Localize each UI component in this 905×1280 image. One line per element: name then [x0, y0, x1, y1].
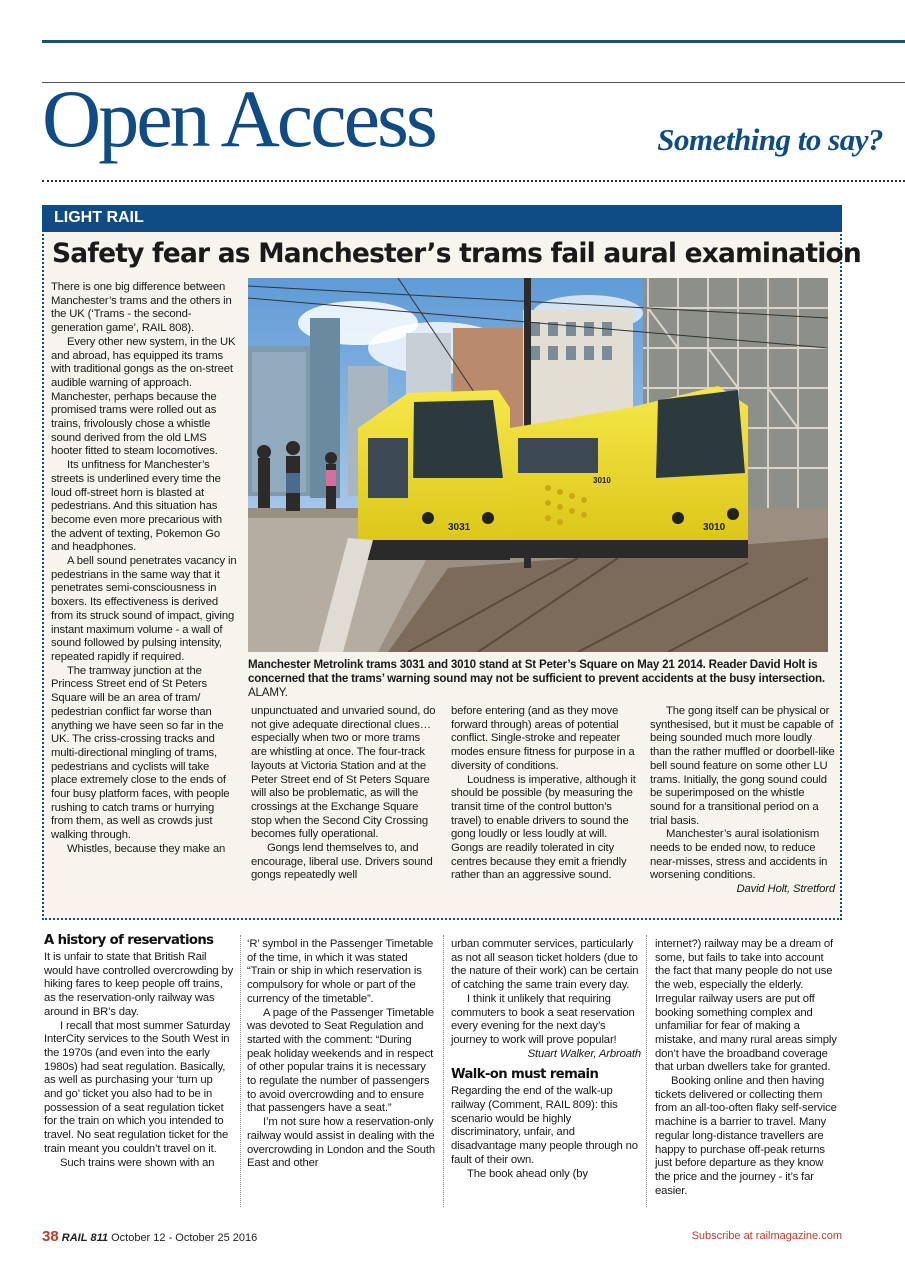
footer-left — [42, 1228, 257, 1245]
subscribe-link[interactable]: Subscribe at railmagazine.com — [691, 1230, 842, 1242]
paragraph: Loudness is imperative, although it should be possible (by measuring the transit time of the control button’s travel) to enable drivers to sound the gong loudly or less loudly at will. Gongs are readily tolerated in city centres because they emit a friendly rather than an aggressive sound. — [451, 773, 636, 882]
section-label: LIGHT RAIL — [42, 205, 842, 232]
letters-column-2 — [247, 938, 437, 1171]
caption-text: Manchester Metrolink trams 3031 and 3010 stand at St Peter’s Square on May 21 2014. Reader David Holt is concerned that the trams’ warning sound may not be sufficient to prevent accidents at the busy intersection. — [248, 658, 825, 685]
paragraph: internet?) railway may be a dream of some, but fails to take into account the fact that many people do not use the web, especially the elderly. Irregular railway users are put off booking something complex and unfamiliar for fear of making a mistake, and many rural areas simply don’t have the broadband coverage that urban dwellers take for granted. — [655, 938, 837, 1074]
paragraph: A page of the Passenger Timetable was devoted to Seat Regulation and started with the comment: “During peak holiday weekends and in respect of other popular trains it is necessary to regulate the number of passengers to avoid overcrowding and to ensure that passengers have a seat.” — [247, 1006, 434, 1115]
paragraph: There is one big difference between Manchester’s trams and the others in the UK (‘Trams - the second-generation game’, RAIL 808). — [51, 281, 232, 335]
paragraph: The book ahead only (by — [467, 1167, 588, 1180]
photo-credit: ALAMY. — [248, 686, 288, 699]
paragraph: A bell sound penetrates vacancy in pedestrians in the same way that it penetrates semi-consciousness in boxers. Its effectiveness is derived from its struck sound of impact, giving instant maximum volume - a wall of sound followed by pulsing intensity, repeated rapidly if required. — [51, 555, 237, 663]
column-divider — [646, 935, 647, 1207]
magazine-name: RAIL — [61, 1232, 88, 1244]
page-number: 38 — [42, 1228, 59, 1245]
paragraph: Such trains were shown with an — [60, 1156, 215, 1169]
column-divider — [443, 935, 444, 1207]
article-column-3 — [451, 705, 637, 883]
paragraph: Every other new system, in the UK and abroad, has equipped its trams with traditional gongs as the on-street audible warning of approach. Manchester, perhaps because the promised trams were rolled out as trains, frivolously chose a whistle sound derived from the old LMS hooter fitted to steam locomotives. — [51, 335, 236, 458]
tram2-number: 3010 — [703, 522, 726, 533]
paragraph: Whistles, because they make an — [67, 842, 226, 855]
reservations-signature: Stuart Walker, Arbroath — [527, 1047, 641, 1060]
article-column-1 — [51, 281, 237, 857]
walkon-heading: Walk-on must remain — [451, 1067, 599, 1083]
article-column-4 — [650, 705, 835, 897]
article-column-2 — [251, 705, 437, 883]
paragraph: I think it unlikely that requiring commuters to book a seat reservation every evening for the next day’s journey to work will prove popular! — [451, 992, 635, 1046]
letters-column-3 — [451, 938, 641, 1181]
dotted-divider — [42, 180, 905, 182]
tram2-side-number: 3010 — [593, 476, 611, 485]
paragraph: Gongs lend themselves to, and encourage, liberal use. Drivers sound gongs repeatedly well — [251, 842, 433, 882]
letters-column-4 — [655, 938, 840, 1198]
paragraph: Its unfitness for Manchester’s streets is underlined every time the loud off-street horn is blasted at pedestrians. And this situation has become even more precarious with the advent of texting, Pokemon Go and headphones. — [51, 459, 223, 554]
paragraph: I recall that most summer Saturday InterCity services to the South West in the 1970s (and even into the early 1980s) had seat regulation. Basically, as well as purchasing your ‘turn up and go’ ticket you also had to be in possession of a seat regulation ticket for the train on which you intended to travel. No seat regulation ticket for the train meant you couldn’t travel on it. — [44, 1019, 231, 1155]
column-divider — [240, 935, 241, 1207]
paragraph: Booking online and then having tickets delivered or collecting them from an all-too-often flaky self-service machine is a barrier to travel. Many regular long-distance travellers are happy to purchase off-peak returns just before departure as they know the price and the journey - it’s far easier. — [655, 1075, 837, 1197]
paragraph: It is unfair to state that British Rail would have controlled overcrowding by hiking fares to keep people off trains, as the reservation-only railway was around in BR’s day. — [44, 951, 234, 1018]
tram-photo — [248, 278, 828, 652]
issue-number: 811 — [90, 1232, 109, 1244]
letters-column-1 — [44, 933, 234, 1170]
article-signature: David Holt, Stretford — [736, 883, 835, 896]
reservations-heading: A history of reservations — [44, 933, 214, 948]
paragraph: The gong itself can be physical or synthesised, but it must be capable of being sounded much more loudly than the rather muffled or doorbell-like bell sound feature on some other LU trams. Initially, the gong sound could be superimposed on the whistle sound for a transitional period on a trial basis. — [650, 705, 835, 827]
paragraph: ‘R’ symbol in the Passenger Timetable of the time, in which it was stated “Train or ship in which reservation is compulsory for whole or part of the currency of the timetable”. — [247, 938, 434, 1005]
tagline: Something to say? — [657, 122, 883, 157]
tram1-number: 3031 — [448, 522, 471, 533]
paragraph: The tramway junction at the Princess Street end of St Peters Square will be an area of tram/ pedestrian conflict far worse than anything we have seen so far in the UK. The criss-crossing tracks and multi-directional mingling of trams, pedestrians and cyclists will take place extremely close to the ends of four busy platform faces, with people rushing to catch trams or hurrying from them, as well as crowds just walking through. — [51, 664, 230, 842]
issue-dates: October 12 - October 25 2016 — [111, 1232, 258, 1244]
paragraph: Regarding the end of the walk-up railway (Comment, RAIL 809): this scenario would be highly discriminatory, unfair, and disadvantage many people through no fault of their own. — [451, 1085, 638, 1166]
paragraph: before entering (and as they move forward through) areas of potential conflict. Single-stroke and repeater modes ensure fitness for purpose in a diversity of conditions. — [451, 705, 635, 772]
paragraph: unpunctuated and unvaried sound, do not give adequate directional clues… especially when two or more trams are whistling at once. The four-track layouts at Victoria Station and at the Peter Street end of St Peters Square will also be problematic, as will the crossings at the Exchange Square stop when the Second City Crossing becomes fully operational. — [251, 705, 436, 841]
article-headline: Safety fear as Manchester’s trams fail aural examination — [52, 238, 861, 269]
paragraph: I’m not sure how a reservation-only railway would assist in dealing with the overcrowding in London and the South East and other — [247, 1116, 436, 1170]
paragraph: Manchester’s aural isolationism needs to be ended now, to reduce near-misses, stress and accidents in worsening conditions. — [650, 828, 828, 882]
paragraph: urban commuter services, particularly as not all season ticket holders (due to the nature of their work) can be certain of catching the same train every day. — [451, 938, 639, 992]
photo-caption — [248, 658, 830, 700]
tram-photo-illustration — [248, 278, 828, 652]
top-rule — [42, 40, 905, 43]
masthead: Open Access — [42, 73, 435, 164]
